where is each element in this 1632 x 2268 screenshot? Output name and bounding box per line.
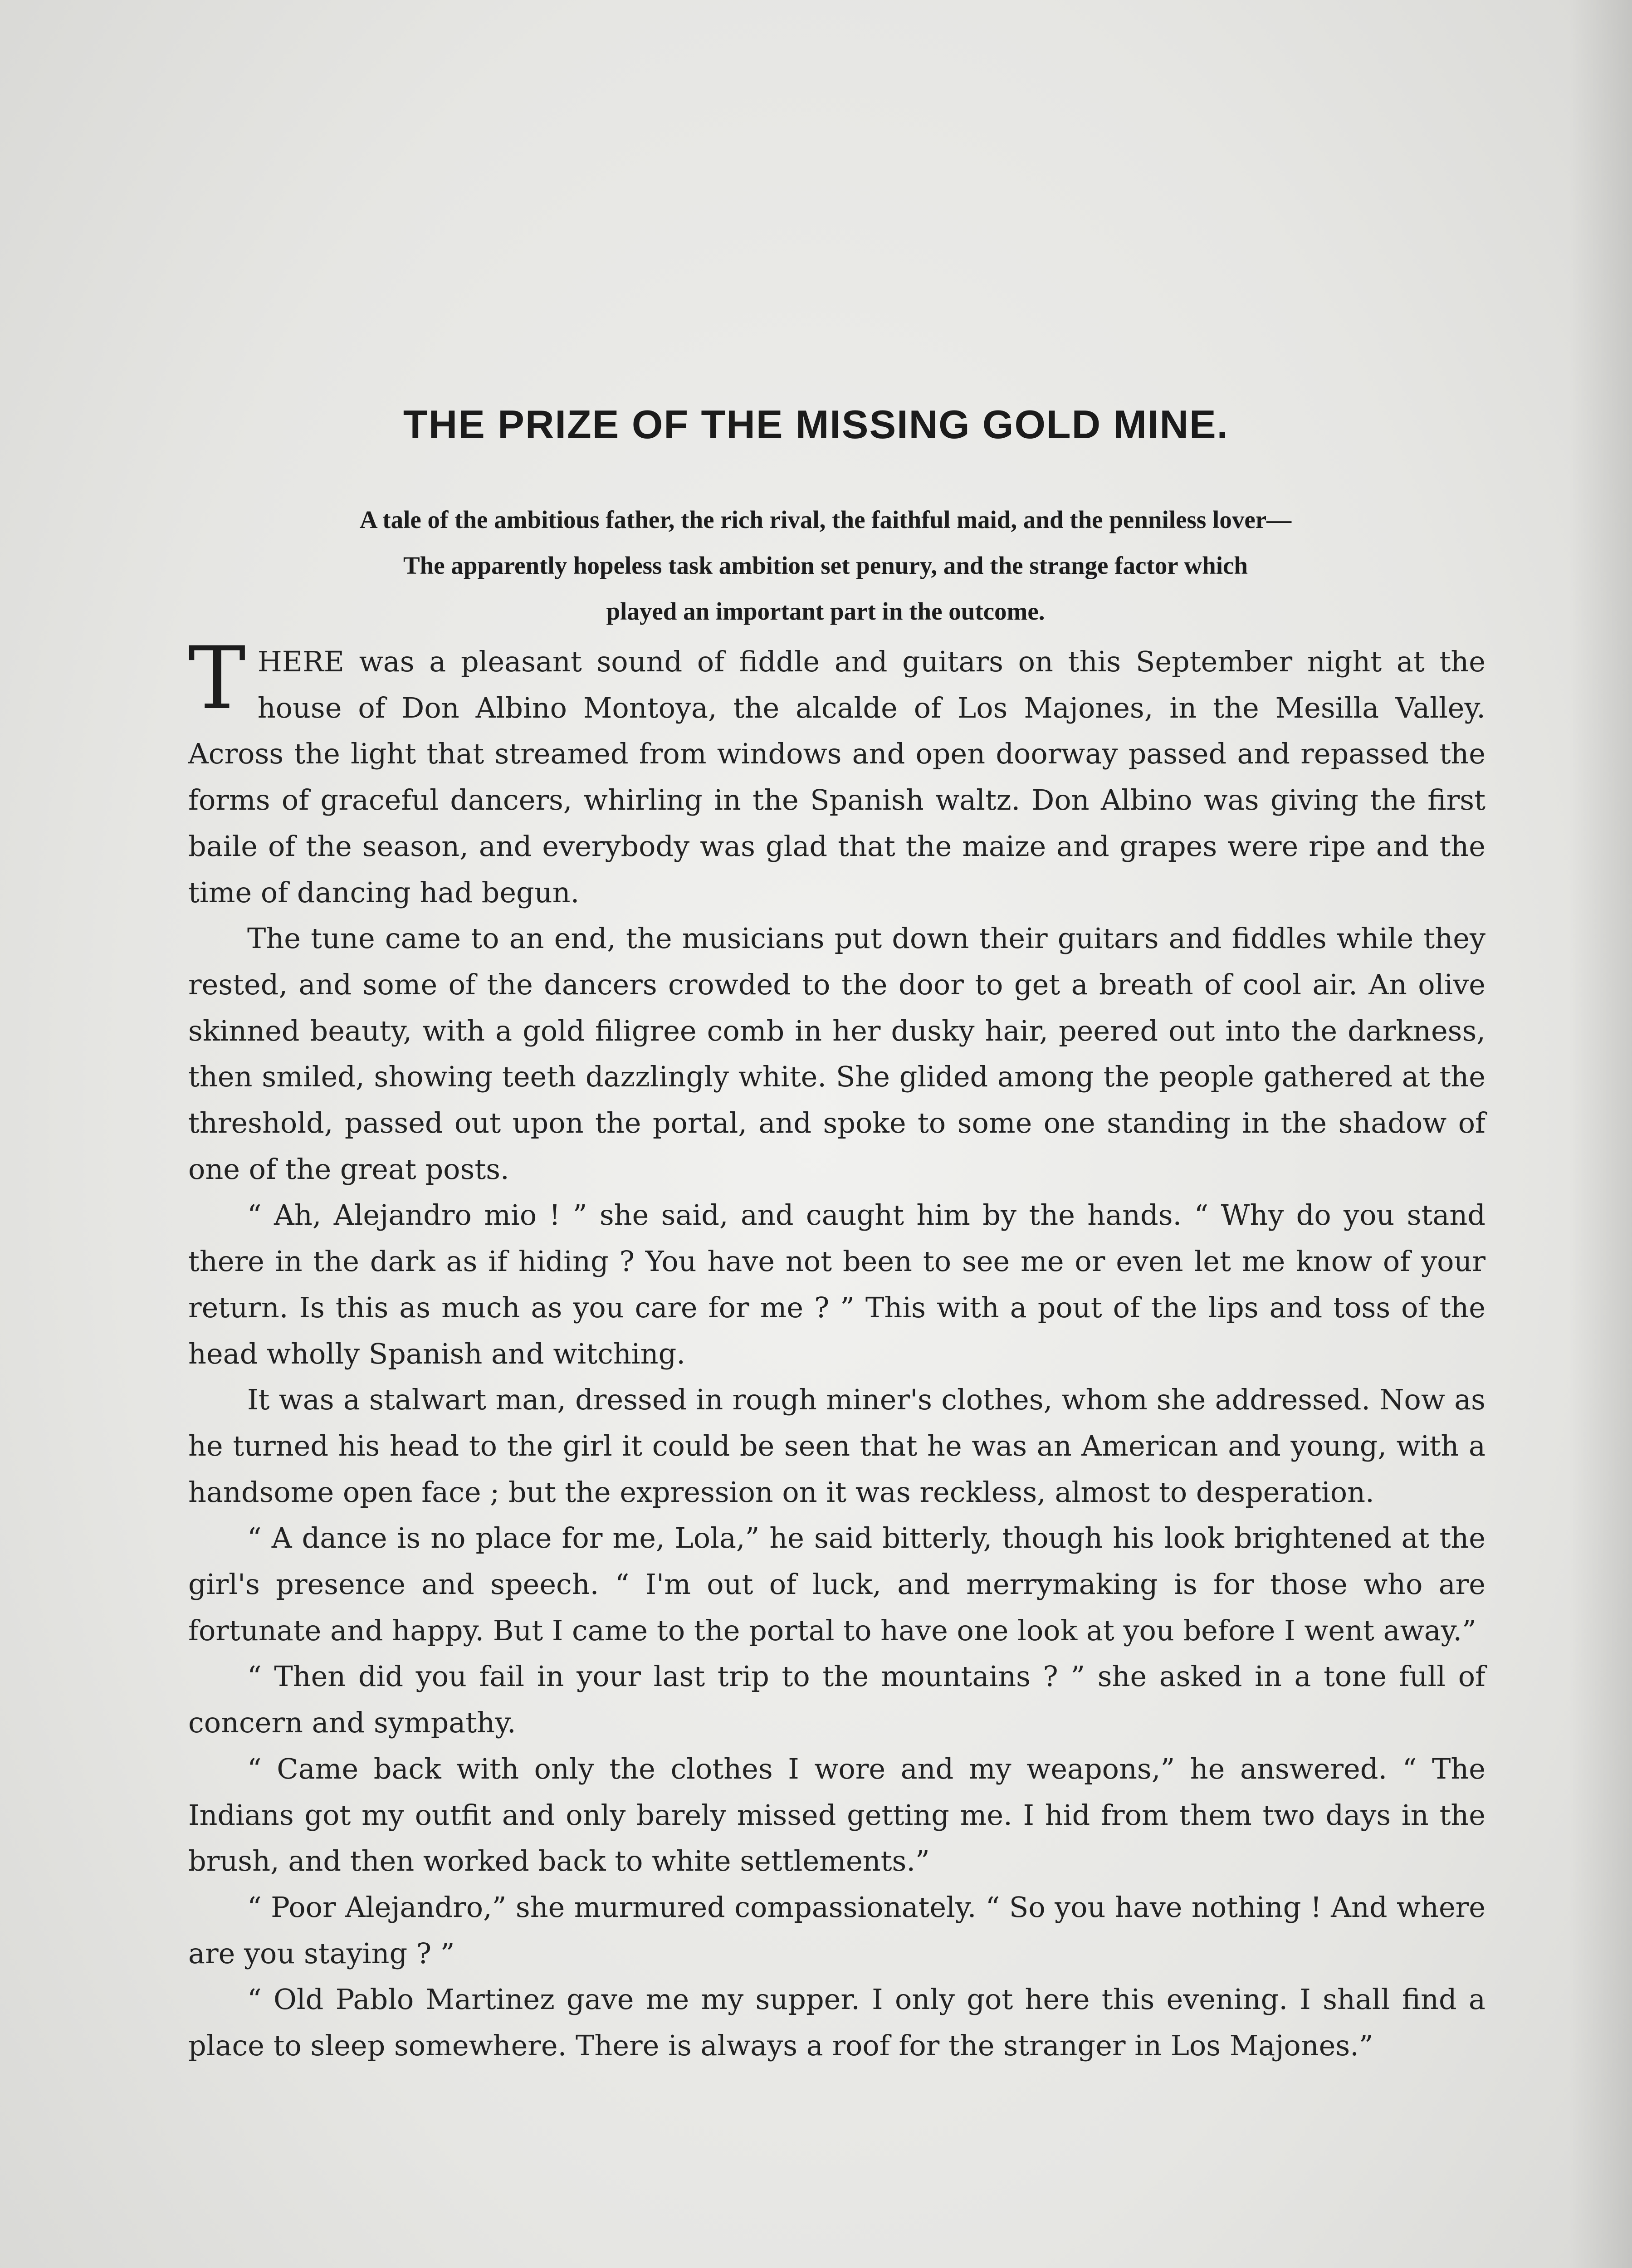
paragraph-3: “ Ah, Alejandro mio ! ” she said, and caught him by the hands. “ Why do you stand there in the dark as if hiding ? You have not been to see me or even let me know of your return. Is this as much as you care for me ? ” This with a pout of the lips and toss of the head wholly Spanish and witching. [188, 1198, 1485, 1370]
drop-cap: T [188, 628, 246, 728]
story-title: THE PRIZE OF THE MISSING GOLD MINE. [403, 402, 1229, 447]
paragraph-1-text: HERE was a pleasant sound of fiddle and guitars on this September night at the house of Don Albino Montoya, the alcalde of Los Majones, in the Mesilla Valley. Across the light that streamed from windows and open doorway passed and repassed the forms of graceful dancers, whirling in the Spanish waltz. Don Albino was giving the first baile of the season, and everybody was glad that the maize and grapes were ripe and the time of dancing had begun. [188, 645, 1485, 909]
subtitle-line-1: A tale of the ambitious father, the rich rival, the faithful maid, and the penniless lover— [359, 506, 1292, 533]
paragraph-5: “ A dance is no place for me, Lola,” he said bitterly, though his look brightened at the girl's presence and speech. “ I'm out of luck, and merrymaking is for those who are fortunate and happy. But I came to the portal to have one look at you before I went away.” [188, 1521, 1485, 1647]
story-subtitle [172, 497, 1479, 634]
paragraph-8: “ Poor Alejandro,” she murmured compassionately. “ So you have nothing ! And where are you staying ? ” [188, 1890, 1485, 1970]
page-edge-shadow [1568, 0, 1632, 2268]
subtitle-line-2: The apparently hopeless task ambition set penury, and the strange factor which [403, 552, 1248, 579]
paragraph-7: “ Came back with only the clothes I wore and my weapons,” he answered. “ The Indians got my outfit and only barely missed getting me. I hid from them two days in the brush, and then worked back to white settlements.” [188, 1752, 1485, 1878]
subtitle-line-3: played an important part in the outcome. [606, 597, 1045, 625]
paragraph-6: “ Then did you fail in your last trip to the mountains ? ” she asked in a tone full of concern and sympathy. [188, 1660, 1485, 1740]
paragraph-1 [188, 628, 1485, 915]
story-body [188, 628, 1485, 2069]
paragraph-9: “ Old Pablo Martinez gave me my supper. I only got here this evening. I shall find a place to sleep somewhere. There is always a roof for the stranger in Los Majones.” [188, 1983, 1485, 2063]
paragraph-2: The tune came to an end, the musicians put down their guitars and fiddles while they rested, and some of the dancers crowded to the door to get a breath of cool air. An olive skinned beauty, with a gold filigree comb in her dusky hair, peered out into the darkness, then smiled, showing teeth dazzlingly white. She glided among the people gathered at the threshold, passed out upon the portal, and spoke to some one standing in the shadow of one of the great posts. [188, 922, 1485, 1186]
paragraph-4: It was a stalwart man, dressed in rough miner's clothes, whom she addressed. Now as he turned his head to the girl it could be seen that he was an American and young, with a handsome open face ; but the expression on it was reckless, almost to desperation. [188, 1383, 1485, 1509]
